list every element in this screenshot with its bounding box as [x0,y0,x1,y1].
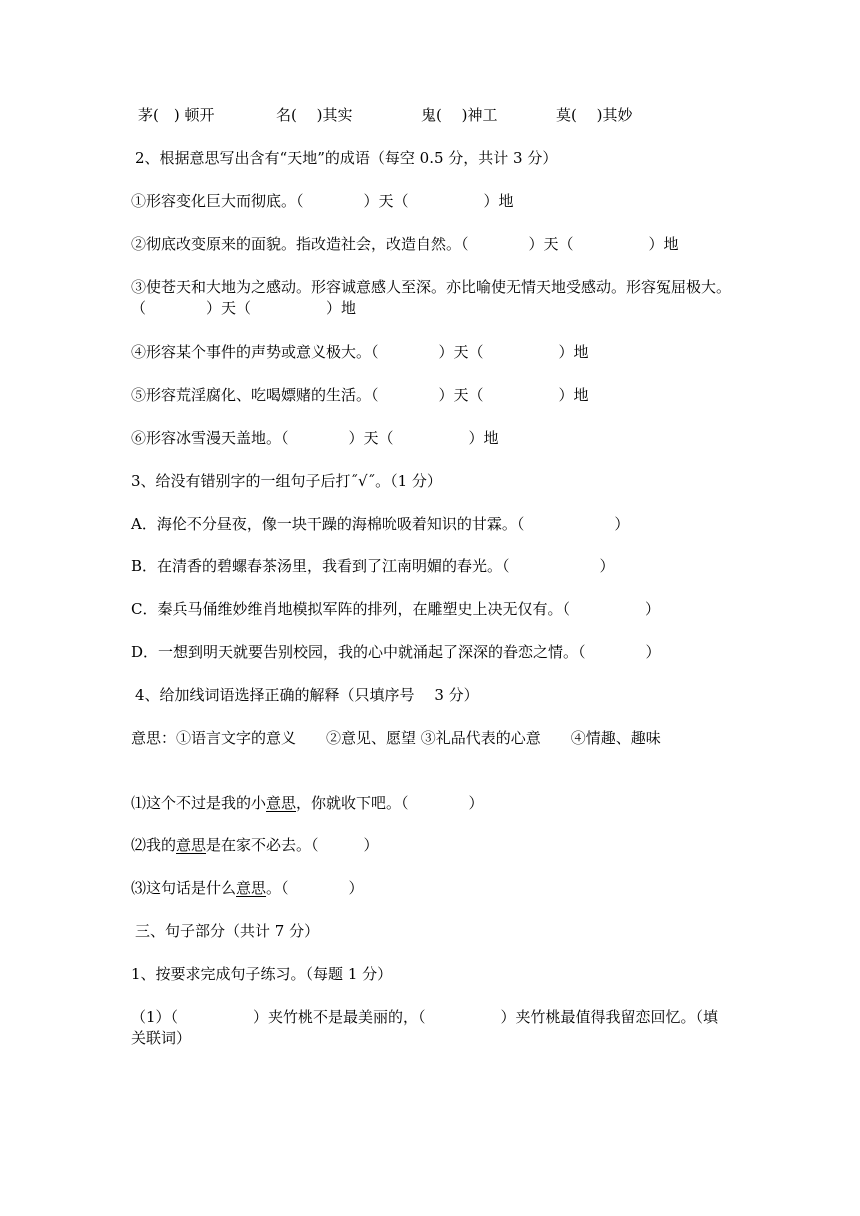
question-2-item: ②彻底改变原来的面貌。指改造社会，改造自然。（ ）天（ ）地 [131,235,679,253]
idiom-3: 鬼( )神工 [421,106,498,124]
question-4-sentence [131,835,733,856]
question-3-option-b: B．在清香的碧螺春茶汤里，我看到了江南明媚的春光。（ ） [131,557,615,575]
sentence-text: ⑴这个不过是我的小 [131,794,267,812]
underlined-word: 意思 [176,836,207,854]
question-2-title: 2、根据意思写出含有“天地”的成语（每空 0.5 分，共计 3 分） [135,149,558,167]
idiom-4: 莫( )其妙 [556,106,633,124]
sentence-text: 。（ ） [266,879,364,897]
idiom-1: 茅( ) 顿开 [138,106,215,124]
question-2-item: ①形容变化巨大而彻底。（ ）天（ ）地 [131,192,514,210]
question-3-title: 3、给没有错别字的一组句子后打˝√˝。（1 分） [131,472,442,490]
sentence-text: 是在家不必去。（ ） [206,836,379,854]
question-3-option-a: A．海伦不分昼夜，像一块干躁的海棉吮吸着知识的甘霖。（ ） [131,515,630,533]
question-4-sentence [131,793,733,814]
underlined-word: 意思 [266,794,297,812]
idiom-2: 名( )其实 [276,106,353,124]
section-3-title: 三、句子部分（共计 7 分） [135,922,320,940]
question-4-title: 4、给加线词语选择正确的解释（只填序号 3 分） [135,686,479,704]
question-4-options: 意思：①语言文字的意义 ②意见、愿望 ③礼品代表的心意 ④情趣、趣味 [131,729,661,747]
question-3-option-c: C．秦兵马俑维妙维肖地模拟军阵的排列，在雕塑史上决无仅有。（ ） [131,600,660,618]
sentence-text: ⑶这句话是什么 [131,879,237,897]
sentence-text: ，你就收下吧。（ ） [296,794,484,812]
underlined-word: 意思 [236,879,267,897]
question-2-item: ⑤形容荒淫腐化、吃喝嫖赌的生活。（ ）天（ ）地 [131,386,589,404]
section-3-question-1-1: （1）（ ）夹竹桃不是最美丽的，（ ）夹竹桃最值得我留恋回忆。（填关联词） [131,1008,719,1047]
question-3-option-d: D．一想到明天就要告别校园，我的心中就涌起了深深的眷恋之情。（ ） [131,643,661,661]
question-2-item: ⑥形容冰雪漫天盖地。（ ）天（ ）地 [131,429,499,447]
section-3-question-1: 1、按要求完成句子练习。（每题 1 分） [131,965,393,983]
question-2-item: ③使苍天和大地为之感动。形容诚意感人至深。亦比喻使无情天地受感动。形容冤屈极大。 （ ）天（ ）地 [131,278,739,317]
question-4-sentence [131,878,733,899]
question-2-item: ④形容某个事件的声势或意义极大。（ ）天（ ）地 [131,343,589,361]
sentence-text: ⑵我的 [131,836,177,854]
